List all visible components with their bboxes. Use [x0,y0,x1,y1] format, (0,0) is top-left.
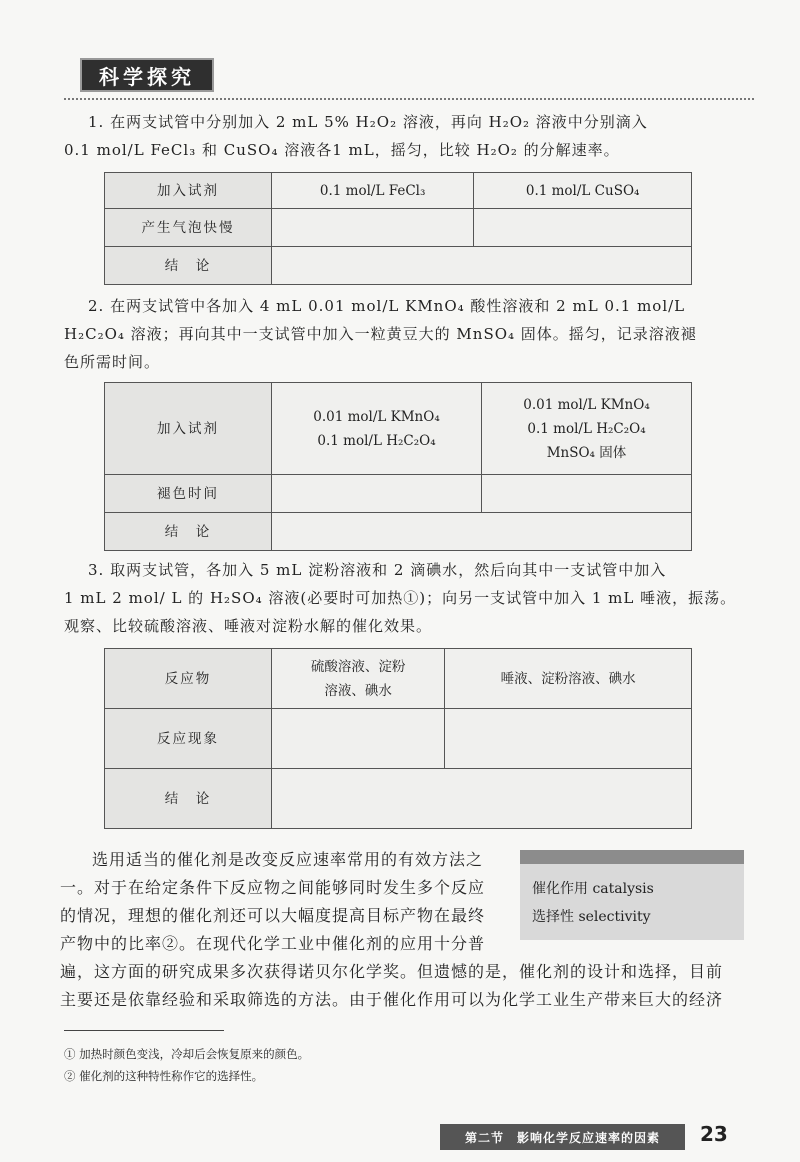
table-cell [272,769,692,829]
table-cell [445,709,692,769]
exp3-line2: 1 mL 2 mol/ L 的 H₂SO₄ 溶液(必要时可加热①)；向另一支试管中加入 1 mL 唾液，振荡。 [64,589,737,607]
page-number: 23 [700,1122,728,1146]
exp1-table [104,172,692,285]
exp2-line2: H₂C₂O₄ 溶液；再向其中一支试管中加入一粒黄豆大的 MnSO₄ 固体。摇匀，记录溶液褪 [64,325,697,343]
table-cell: 0.01 mol/L KMnO₄ 0.1 mol/L H₂C₂O₄ [272,383,482,475]
table-cell: 0.1 mol/L CuSO₄ [474,173,692,209]
exp3-line3: 观察、比较硫酸溶液、唾液对淀粉水解的催化效果。 [64,617,433,635]
exp3-line1: 3. 取两支试管，各加入 5 mL 淀粉溶液和 2 滴碘水，然后向其中一支试管中加入 [88,561,667,579]
footnote-divider [64,1030,224,1031]
table-header-cell: 结 论 [105,513,272,551]
table-header-cell: 反应现象 [105,709,272,769]
exp1-line2: 0.1 mol/L FeCl₃ 和 CuSO₄ 溶液各1 mL，摇匀，比较 H₂O₂ 的分解速率。 [64,141,620,159]
footnote: ① 加热时颜色变浅，冷却后会恢复原来的颜色。 [64,1047,310,1061]
table-header-cell: 加入试剂 [105,173,272,209]
table-cell [474,209,692,247]
exp2-line1: 2. 在两支试管中各加入 4 mL 0.01 mol/L KMnO₄ 酸性溶液和 2 mL 0.1 mol/L [88,297,686,315]
table-cell: 唾液、淀粉溶液、碘水 [445,649,692,709]
exp1-line1: 1. 在两支试管中分别加入 2 mL 5% H₂O₂ 溶液，再向 H₂O₂ 溶液中分别滴入 [88,113,648,131]
table-cell: 硫酸溶液、淀粉 溶液、碘水 [272,649,445,709]
table-cell: 0.1 mol/L FeCl₃ [272,173,474,209]
section-tag: 科学探究 [80,58,214,92]
table-header-cell: 产生气泡快慢 [105,209,272,247]
table-cell [482,475,692,513]
table-header-cell: 反应物 [105,649,272,709]
table-cell [272,475,482,513]
table-header-cell: 结 论 [105,247,272,285]
table-cell [272,209,474,247]
footnote: ② 催化剂的这种特性称作它的选择性。 [64,1069,264,1083]
body-line: 产物中的比率②。在现代化学工业中催化剂的应用十分普 [60,934,486,953]
body-line: 选用适当的催化剂是改变反应速率常用的有效方法之 [92,850,484,869]
table-cell [272,247,692,285]
exp2-line3: 色所需时间。 [64,353,161,371]
exp2-table [104,382,692,551]
body-line: 遍，这方面的研究成果多次获得诺贝尔化学奖。但遗憾的是，催化剂的设计和选择，目前 [60,962,724,981]
table-cell: 0.01 mol/L KMnO₄ 0.1 mol/L H₂C₂O₄ MnSO₄ 固体 [482,383,692,475]
body-line: 一。对于在给定条件下反应物之间能够同时发生多个反应 [60,878,486,897]
table-header-cell: 结 论 [105,769,272,829]
glossary-header-bar [520,850,744,864]
body-line: 主要还是依靠经验和采取筛选的方法。由于催化作用可以为化学工业生产带来巨大的经济 [60,990,724,1009]
dotted-divider [64,98,754,100]
exp3-table [104,648,692,829]
table-header-cell: 褪色时间 [105,475,272,513]
body-line: 的情况，理想的催化剂还可以大幅度提高目标产物在最终 [60,906,486,925]
table-cell [272,513,692,551]
footer-section-title: 第二节 影响化学反应速率的因素 [440,1124,685,1150]
glossary-term: 选择性 selectivity [532,909,651,925]
table-cell [272,709,445,769]
glossary-term: 催化作用 catalysis [532,881,654,897]
table-header-cell: 加入试剂 [105,383,272,475]
